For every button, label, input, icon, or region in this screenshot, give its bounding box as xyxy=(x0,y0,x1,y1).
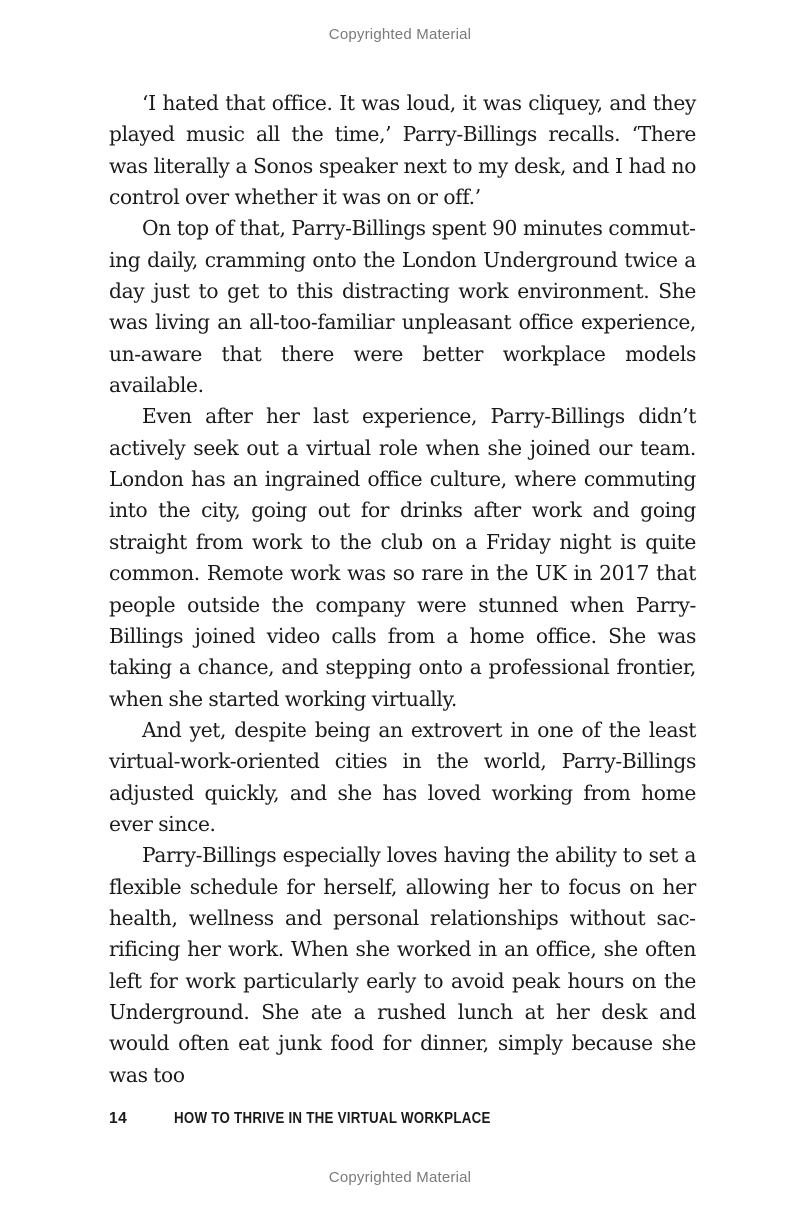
paragraph: ‘I hated that office. It was loud, it was cliquey, and they played music all the time,’ Parry-Billings recalls. ‘There was literally a Sonos speaker next to my desk, and I had no control over whether it was on or off.’ xyxy=(109,91,696,210)
paragraph: Parry-Billings especially loves having the ability to set a flexible schedule for herself, allowing her to focus on her health, wellness and personal relationships without sacrificing her work. When she worked in an office, she often left for work particularly early to avoid peak hours on the Underground. She ate a rushed lunch at her desk and would often eat junk food for dinner, simply because she was too xyxy=(109,843,696,1087)
paragraph: Even after her last experience, Parry-Billings didn’t actively seek out a virtual role when she joined our team. London has an ingrained office culture, where commuting into the city, going out for drinks after work and going straight from work to the club on a Friday night is quite common. Remote work was so rare in the UK in 2017 that people outside the company were stunned when Parry-Billings joined video calls from a home office. She was taking a chance, and stepping onto a professional frontier, when she started working virtually. xyxy=(109,404,696,711)
page-number: 14 xyxy=(109,1110,128,1127)
body-text xyxy=(109,88,696,1091)
copyright-watermark-top: Copyrighted Material xyxy=(328,26,472,43)
running-footer xyxy=(109,1110,696,1128)
paragraph: And yet, despite being an extrovert in one of the least virtual-work-oriented cities in the world, Parry-Billings adjusted quickly, and she has loved working from home ever since. xyxy=(109,717,696,836)
book-title: HOW TO THRIVE IN THE VIRTUAL WORKPLACE xyxy=(174,1110,491,1127)
paragraph: On top of that, Parry-Billings spent 90 minutes commuting daily, cramming onto the London Underground twice a day just to get to this distracting work environment. She was living an all-too-familiar unpleasant office experience, un-aware that there were better workplace models available. xyxy=(109,216,696,398)
copyright-watermark-bottom: Copyrighted Material xyxy=(328,1169,472,1186)
